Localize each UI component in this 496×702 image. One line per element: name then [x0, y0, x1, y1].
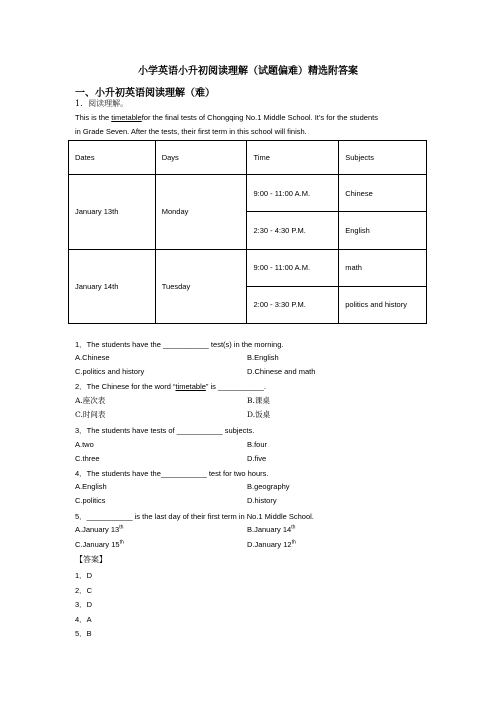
passage-text: This is the	[75, 113, 112, 122]
underlined-word: timetable	[111, 113, 142, 122]
table-cell-time: 2:00 - 3:30 P.M.	[247, 286, 339, 323]
table-cell-time: 2:30 - 4:30 P.M.	[247, 212, 339, 249]
table-cell-time: 9:00 - 11:00 A.M.	[247, 249, 339, 286]
table-cell-subject: politics and history	[339, 286, 427, 323]
question-2-option-a[interactable]: A.座次表	[75, 396, 106, 405]
section-heading: 一、小升初英语阅读理解（难）	[75, 88, 215, 99]
table-header-cell: Time	[247, 141, 339, 175]
question-4-option-a[interactable]: A.English	[75, 482, 107, 491]
table-cell-day: Monday	[155, 175, 247, 249]
question-4-option-b[interactable]: B.geography	[247, 482, 290, 491]
question-4-option-d[interactable]: D.history	[247, 496, 277, 505]
underlined-word: timetable	[175, 382, 206, 391]
ordinal-suffix: th	[291, 524, 296, 531]
answer-item: 3．D	[75, 600, 93, 609]
answer-heading: 【答案】	[75, 555, 107, 564]
question-1-stem: 1．The students have the ___________ test(s) in the morning.	[75, 340, 284, 349]
table-row	[69, 249, 427, 286]
question-5-option-b[interactable]	[247, 525, 295, 534]
question-2-option-c[interactable]: C.时间表	[75, 410, 106, 419]
passage-line-2: in Grade Seven. After the tests, their first term in this school will finish.	[75, 127, 307, 136]
question-text: 2．The Chinese for the word “	[75, 382, 176, 391]
question-2-stem	[75, 381, 266, 392]
option-text: A.January 13	[75, 525, 120, 534]
question-5-option-d[interactable]	[247, 540, 296, 549]
question-1-option-b[interactable]: B.English	[247, 353, 279, 362]
ordinal-suffix: th	[119, 524, 124, 531]
document-title: 小学英语小升初阅读理解（试题偏难）精选附答案	[138, 66, 358, 77]
option-text: C.January 15	[75, 540, 120, 549]
table-header-cell: Days	[155, 141, 247, 175]
table-cell-date: January 14th	[69, 249, 156, 323]
question-3-option-d[interactable]: D.five	[247, 454, 267, 463]
table-cell-subject: English	[339, 212, 427, 249]
ordinal-suffix: th	[291, 539, 296, 546]
table-row	[69, 175, 427, 212]
passage-line-1	[75, 113, 378, 122]
timetable	[68, 140, 427, 324]
question-4-stem: 4．The students have the___________ test for two hours.	[75, 469, 269, 478]
question-2-option-d[interactable]: D.饭桌	[247, 410, 271, 419]
question-1-option-c[interactable]: C.politics and history	[75, 367, 145, 376]
item-instruction	[75, 98, 128, 109]
table-header-cell: Subjects	[339, 141, 427, 175]
question-1-option-a[interactable]: A.Chinese	[75, 353, 110, 362]
table-header-row	[69, 141, 427, 175]
table-cell-date: January 13th	[69, 175, 156, 249]
answer-item: 5．B	[75, 629, 92, 638]
table-cell-subject: math	[339, 249, 427, 286]
table-cell-time: 9:00 - 11:00 A.M.	[247, 175, 339, 212]
item-number: 1．	[75, 99, 89, 108]
answer-item: 1．D	[75, 571, 93, 580]
question-3-option-b[interactable]: B.four	[247, 440, 268, 449]
answer-item: 2．C	[75, 586, 93, 595]
question-4-option-c[interactable]: C.politics	[75, 496, 106, 505]
table-cell-subject: Chinese	[339, 175, 427, 212]
question-text: ” is ___________.	[205, 382, 266, 391]
question-5-option-c[interactable]	[75, 540, 124, 549]
question-3-option-a[interactable]: A.two	[75, 440, 94, 449]
option-text: B.January 14	[247, 525, 292, 534]
question-5-option-a[interactable]	[75, 525, 123, 534]
answer-item: 4．A	[75, 615, 92, 624]
table-cell-day: Tuesday	[155, 249, 247, 323]
ordinal-suffix: th	[119, 539, 124, 546]
item-text: 阅读理解。	[88, 99, 129, 108]
question-3-stem: 3．The students have tests of ___________ subjects.	[75, 426, 255, 435]
question-2-option-b[interactable]: B.课桌	[247, 396, 270, 405]
option-text: D.January 12	[247, 540, 292, 549]
question-3-option-c[interactable]: C.three	[75, 454, 100, 463]
passage-text: for the final tests of Chongqing No.1 Middle School. It’s for the students	[141, 113, 378, 122]
question-1-option-d[interactable]: D.Chinese and math	[247, 367, 316, 376]
table-header-cell: Dates	[69, 141, 156, 175]
question-5-stem: 5．___________ is the last day of their first term in No.1 Middle School.	[75, 512, 314, 521]
